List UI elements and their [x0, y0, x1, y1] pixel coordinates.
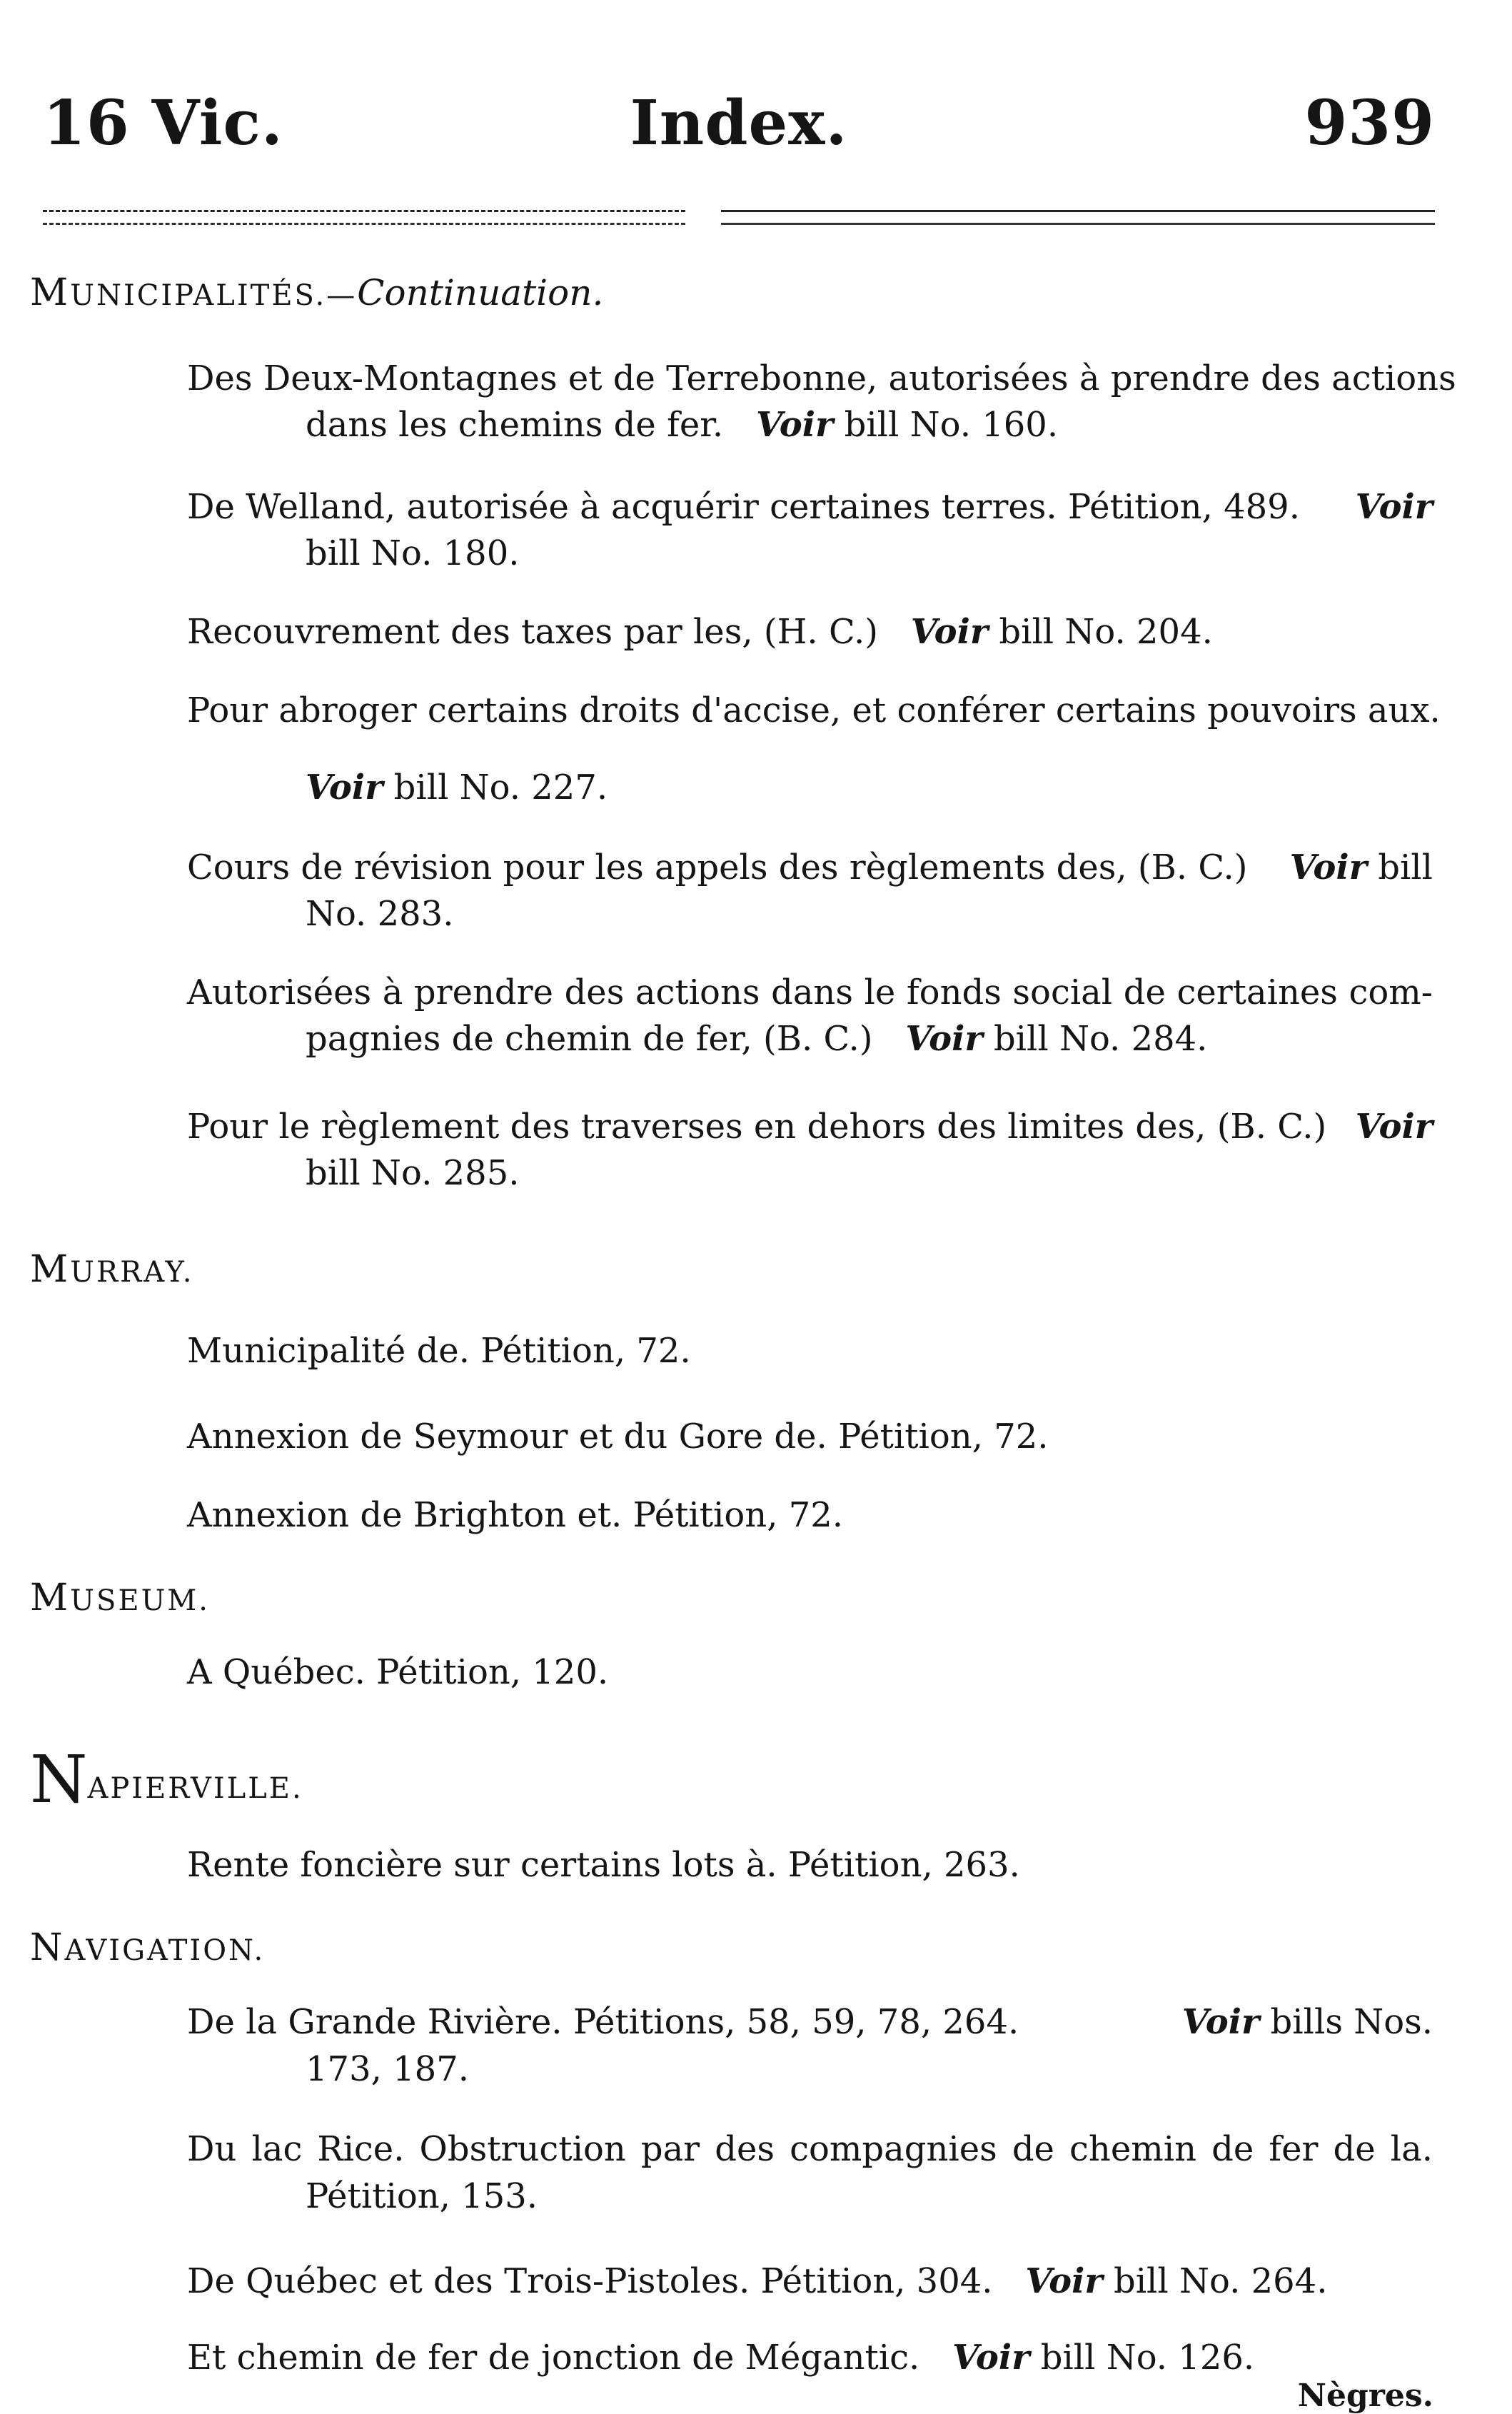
- voir-label: Voir: [910, 612, 989, 652]
- header-rule: [43, 210, 685, 212]
- running-header: [43, 84, 1435, 163]
- heading-rest: AVIGATION.: [64, 1934, 266, 1967]
- entry-text: Et chemin de fer de jonction de Mégantic.: [187, 2338, 920, 2378]
- entry-line: [187, 846, 1433, 889]
- entry-text: Cours de révision pour les appels des règlements des, (B. C.): [187, 848, 1248, 887]
- voir-label: Voir: [1025, 2261, 1103, 2301]
- heading-initial: N: [30, 1741, 88, 1818]
- voir-label: Voir: [1355, 1107, 1433, 1147]
- entry-line: [306, 1017, 1207, 1060]
- header-session: 16 Vic.: [43, 87, 283, 159]
- heading-rest: URRAY.: [70, 1256, 194, 1289]
- header-rule: [721, 210, 1435, 212]
- voir-label: Voir: [1181, 2002, 1260, 2042]
- entry-line: [187, 2336, 1433, 2379]
- entry-text: Pour le règlement des traverses en dehors des limites des, (B. C.): [187, 1107, 1327, 1147]
- entry-line: Du lac Rice. Obstruction par des compagnies de chemin de fer de la.: [187, 2129, 1433, 2169]
- entry-ref: bill No. 204.: [999, 612, 1213, 652]
- heading-rest: APIERVILLE.: [87, 1772, 303, 1805]
- heading-initial: M: [30, 1248, 71, 1291]
- section-heading-murray: [30, 1248, 193, 1294]
- entry-ref: bill No. 264.: [1113, 2261, 1328, 2301]
- entry-line: [306, 766, 608, 809]
- voir-label: Voir: [952, 2338, 1030, 2378]
- entry-line: 173, 187.: [306, 2049, 470, 2089]
- entry-ref: bill No. 227.: [393, 768, 608, 808]
- entry-line: Des Deux-Montagnes et de Terrebonne, autorisées à prendre des actions: [187, 358, 1456, 398]
- entry-line: [187, 486, 1433, 528]
- entry-line: A Québec. Pétition, 120.: [187, 1652, 609, 1692]
- voir-label: Voir: [1355, 487, 1433, 527]
- entry-ref: bills Nos.: [1270, 2002, 1433, 2042]
- entry-ref: bill No. 160.: [844, 405, 1059, 445]
- entry-text: dans les chemins de fer.: [306, 405, 724, 445]
- section-heading-museum: [30, 1576, 210, 1622]
- heading-rest: UNICIPALITÉS.—: [70, 279, 358, 312]
- entry-line: [187, 1105, 1433, 1148]
- page-number: 939: [1304, 87, 1435, 159]
- entry-line: bill No. 180.: [306, 533, 520, 573]
- entry-ref: bill: [1378, 848, 1433, 887]
- heading-initial: M: [30, 271, 71, 314]
- heading-initial: M: [30, 1576, 71, 1619]
- section-heading-municipalites: [30, 271, 603, 317]
- entry-text: pagnies de chemin de fer, (B. C.): [306, 1019, 873, 1059]
- catchword: Nègres.: [1297, 2378, 1433, 2414]
- header-rule: [721, 223, 1435, 225]
- voir-label: Voir: [905, 1019, 983, 1059]
- entry-line: [187, 2001, 1433, 2043]
- entry-ref: bill No. 284.: [993, 1019, 1208, 1059]
- entry-line: Rente foncière sur certains lots à. Pétition, 263.: [187, 1845, 1020, 1885]
- entry-line: [187, 2260, 1433, 2303]
- section-heading-napierville: [30, 1741, 303, 1818]
- section-heading-navigation: [30, 1926, 265, 1972]
- entry-text: De Québec et des Trois-Pistoles. Pétition, 304.: [187, 2261, 993, 2301]
- header-rule: [43, 223, 685, 225]
- entry-text: De Welland, autorisée à acquérir certaines terres. Pétition, 489.: [187, 487, 1300, 527]
- entry-text: De la Grande Rivière. Pétitions, 58, 59, 78, 264.: [187, 2002, 1019, 2042]
- entry-line: Pétition, 153.: [306, 2176, 538, 2216]
- heading-continuation: Continuation.: [357, 272, 604, 313]
- entry-line: Pour abroger certains droits d'accise, et conférer certains pouvoirs aux.: [187, 690, 1441, 730]
- entry-line: Annexion de Brighton et. Pétition, 72.: [187, 1495, 844, 1535]
- voir-label: Voir: [306, 768, 383, 808]
- voir-label: Voir: [1289, 848, 1367, 887]
- header-title: Index.: [630, 87, 848, 159]
- heading-rest: USEUM.: [70, 1584, 210, 1617]
- heading-initial: N: [30, 1926, 65, 1969]
- entry-line: [306, 403, 1058, 446]
- entry-text: Recouvrement des taxes par les, (H. C.): [187, 612, 878, 652]
- entry-line: Annexion de Seymour et du Gore de. Pétition, 72.: [187, 1417, 1049, 1457]
- voir-label: Voir: [755, 405, 834, 445]
- entry-line: No. 283.: [306, 894, 454, 934]
- entry-line: Municipalité de. Pétition, 72.: [187, 1331, 691, 1371]
- entry-line: bill No. 285.: [306, 1153, 520, 1193]
- entry-ref: bill No. 126.: [1040, 2338, 1255, 2378]
- entry-line: Autorisées à prendre des actions dans le fonds social de certaines com-: [187, 972, 1433, 1012]
- entry-line: [187, 610, 1433, 653]
